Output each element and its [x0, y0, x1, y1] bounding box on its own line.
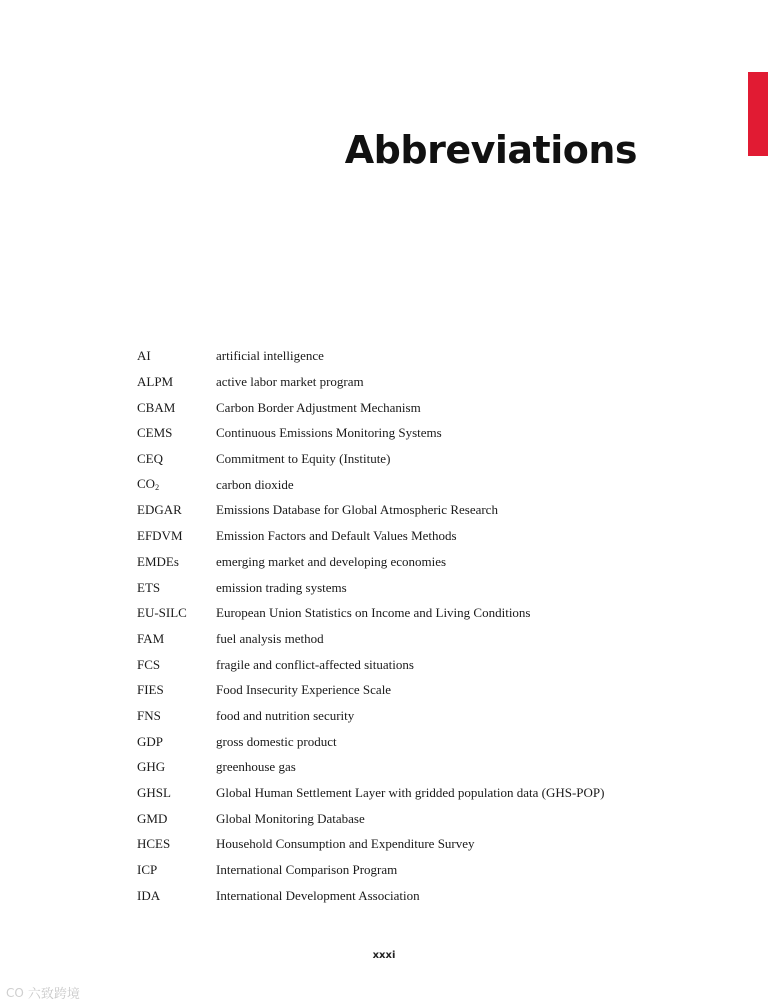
- abbreviation-term: [137, 426, 216, 439]
- abbreviation-definition: Emission Factors and Default Values Methods: [216, 528, 457, 544]
- abbreviation-row: [137, 574, 657, 600]
- abbreviation-row: [137, 728, 657, 754]
- abbreviation-definition: fragile and conflict-affected situations: [216, 656, 414, 672]
- abbreviation-term: [137, 555, 216, 568]
- abbreviation-term-text: EMDEs: [137, 553, 179, 569]
- abbreviation-term: [137, 812, 216, 825]
- page-number: xxxi: [372, 950, 396, 961]
- abbreviation-term: [137, 863, 216, 876]
- abbreviation-term: [137, 401, 216, 414]
- abbreviation-row: [137, 857, 657, 883]
- abbreviation-row: [137, 471, 657, 497]
- abbreviation-term-text: EU-SILC: [137, 605, 187, 621]
- abbreviation-definition: International Comparison Program: [216, 862, 398, 878]
- abbreviation-row: [137, 831, 657, 857]
- abbreviation-definition: Continuous Emissions Monitoring Systems: [216, 425, 442, 441]
- abbreviation-definition: fuel analysis method: [216, 630, 324, 646]
- abbreviation-list: [137, 343, 657, 908]
- watermark-text: 六致跨境: [27, 987, 80, 1002]
- abbreviation-row: [137, 549, 657, 575]
- abbreviation-row: [137, 677, 657, 703]
- abbreviation-term: [137, 375, 216, 388]
- abbreviation-term: [137, 735, 216, 748]
- abbreviation-row: [137, 780, 657, 806]
- abbreviation-definition: carbon dioxide: [216, 476, 294, 492]
- abbreviation-definition: Food Insecurity Experience Scale: [216, 682, 392, 698]
- abbreviation-term-text: FIES: [137, 682, 164, 698]
- abbreviation-term-text: ALPM: [137, 374, 174, 390]
- watermark: [6, 983, 80, 1002]
- abbreviation-term: [137, 837, 216, 850]
- abbreviation-definition: European Union Statistics on Income and Living Conditions: [216, 605, 531, 621]
- abbreviation-row: [137, 420, 657, 446]
- abbreviation-definition: Commitment to Equity (Institute): [216, 451, 391, 467]
- abbreviation-definition: Global Human Settlement Layer with gridded population data (GHS-POP): [216, 785, 605, 801]
- abbreviation-term-text: FNS: [137, 707, 161, 723]
- abbreviation-term: [137, 529, 216, 542]
- watermark-logo-icon: CO: [6, 985, 24, 1000]
- abbreviation-term-text: CBAM: [137, 399, 176, 415]
- abbreviation-row: [137, 497, 657, 523]
- abbreviation-row: [137, 805, 657, 831]
- abbreviation-term: [137, 760, 216, 773]
- abbreviation-term: [137, 658, 216, 671]
- abbreviation-row: [137, 369, 657, 395]
- abbreviation-row: [137, 343, 657, 369]
- abbreviation-definition: Carbon Border Adjustment Mechanism: [216, 399, 421, 415]
- abbreviation-term: [137, 632, 216, 645]
- abbreviation-term-text: FAM: [137, 630, 165, 646]
- abbreviation-term-subscript: 2: [155, 482, 160, 492]
- abbreviation-term-text: GHG: [137, 759, 166, 775]
- abbreviation-term-text: FCS: [137, 656, 161, 672]
- abbreviation-definition: Household Consumption and Expenditure Survey: [216, 836, 475, 852]
- abbreviation-term-text: CEMS: [137, 425, 173, 441]
- abbreviation-term: [137, 683, 216, 696]
- abbreviation-term-text: ETS: [137, 579, 161, 595]
- abbreviation-term-text: ICP: [137, 862, 158, 878]
- abbreviation-term: [137, 503, 216, 516]
- abbreviation-term: [137, 786, 216, 799]
- abbreviation-term: [137, 349, 216, 362]
- abbreviation-term-text: CEQ: [137, 451, 163, 467]
- abbreviation-definition: emerging market and developing economies: [216, 553, 447, 569]
- abbreviation-term: [137, 889, 216, 902]
- abbreviation-term-text: HCES: [137, 836, 171, 852]
- abbreviation-row: [137, 651, 657, 677]
- abbreviation-term-text: IDA: [137, 887, 161, 903]
- abbreviation-term-text: EDGAR: [137, 502, 182, 518]
- abbreviation-row: [137, 600, 657, 626]
- abbreviation-term-text: AI: [137, 348, 151, 364]
- abbreviation-term: [137, 581, 216, 594]
- abbreviation-term: [137, 452, 216, 465]
- abbreviation-term: [137, 477, 216, 492]
- abbreviation-term-text: GHSL: [137, 785, 171, 801]
- abbreviation-definition: artificial intelligence: [216, 348, 324, 364]
- chapter-tab-marker: [748, 72, 768, 156]
- abbreviation-definition: International Development Association: [216, 887, 420, 903]
- abbreviation-definition: gross domestic product: [216, 733, 337, 749]
- abbreviation-row: [137, 394, 657, 420]
- abbreviation-term: [137, 709, 216, 722]
- abbreviation-definition: Emissions Database for Global Atmospheric Research: [216, 502, 498, 518]
- abbreviation-definition: active labor market program: [216, 374, 364, 390]
- abbreviation-term: [137, 606, 216, 619]
- abbreviation-term-text: GDP: [137, 733, 164, 749]
- abbreviation-row: [137, 754, 657, 780]
- abbreviation-row: [137, 523, 657, 549]
- abbreviation-definition: greenhouse gas: [216, 759, 296, 775]
- abbreviation-definition: food and nutrition security: [216, 707, 355, 723]
- page-title: Abbreviations: [344, 128, 637, 172]
- abbreviation-term-text: GMD: [137, 810, 168, 826]
- abbreviation-definition: Global Monitoring Database: [216, 810, 365, 826]
- abbreviation-definition: emission trading systems: [216, 579, 347, 595]
- abbreviation-term-text: EFDVM: [137, 528, 183, 544]
- abbreviation-row: [137, 882, 657, 908]
- abbreviation-term-text: CO: [137, 475, 156, 491]
- abbreviation-row: [137, 703, 657, 729]
- abbreviation-row: [137, 626, 657, 652]
- abbreviation-row: [137, 446, 657, 472]
